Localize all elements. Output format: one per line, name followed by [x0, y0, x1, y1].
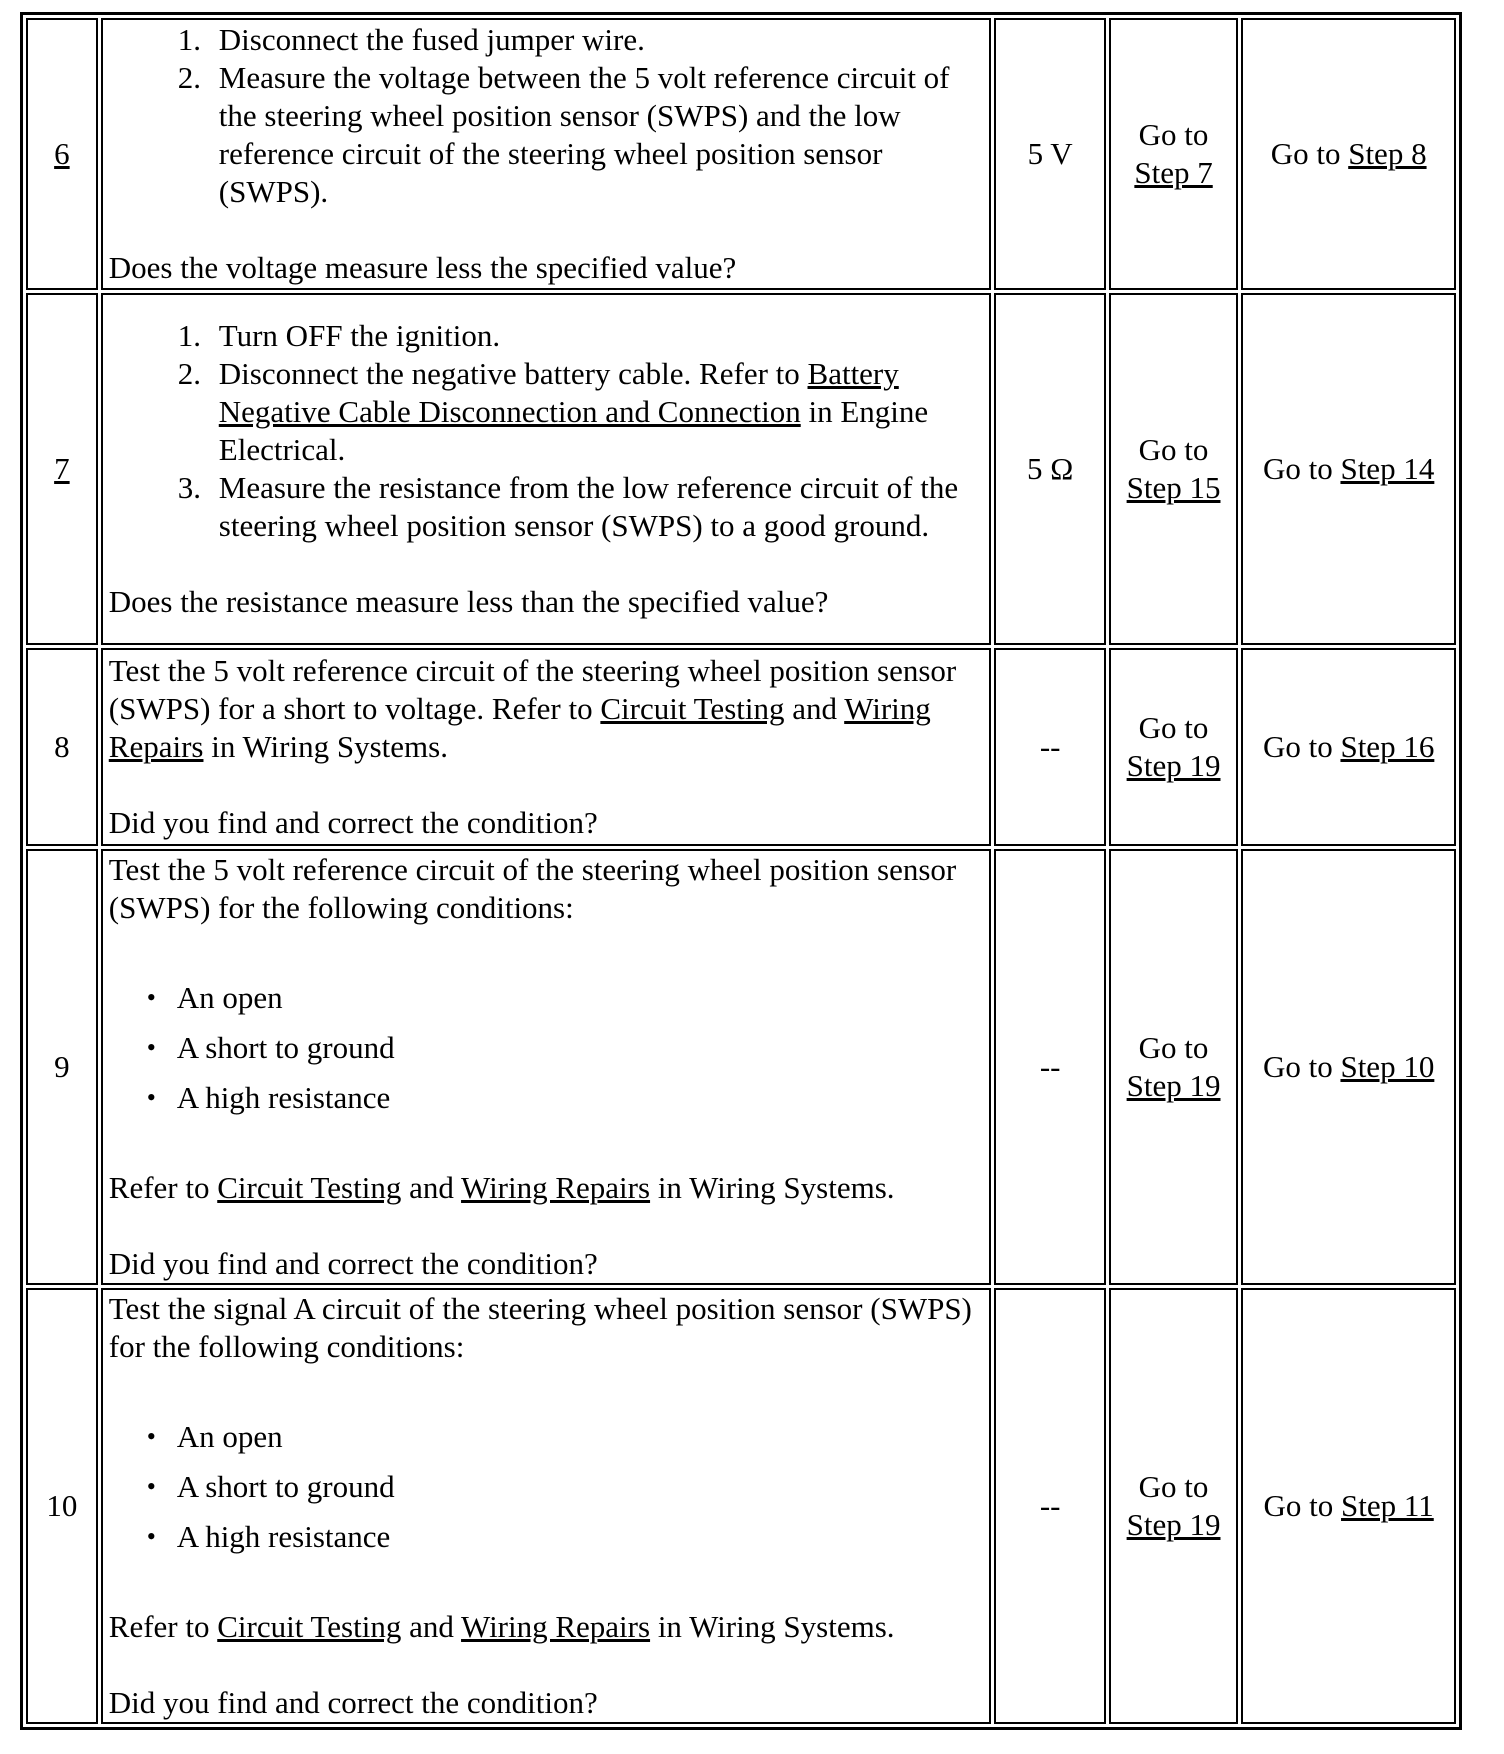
no-cell [1241, 849, 1456, 1285]
step-number-cell: 10 [26, 1288, 98, 1724]
list-item: • A short to ground [177, 1468, 984, 1506]
circuit-testing-link[interactable]: Circuit Testing [217, 1170, 402, 1205]
list-item: 2. Disconnect the negative battery cable. Refer to Battery Negative Cable Disconnection and Connection in Engine Electrical. [209, 355, 984, 469]
yes-step-link[interactable]: Step 19 [1126, 748, 1221, 783]
list-item: • A high resistance [177, 1079, 984, 1117]
yes-prefix: Go to [1138, 1469, 1209, 1504]
no-prefix: Go to [1262, 1049, 1341, 1084]
action-cell [101, 648, 992, 846]
table-row [26, 1288, 1456, 1724]
diagnostic-table [20, 12, 1462, 1730]
battery-cable-link[interactable]: Battery Negative Cable Disconnection and Connection [218, 356, 899, 429]
value-cell: -- [994, 849, 1105, 1285]
table-row [26, 648, 1456, 846]
list-item: 3. Measure the resistance from the low reference circuit of the steering wheel position sensor (SWPS) to a good ground. [209, 469, 984, 545]
refer-text: Refer to Circuit Testing and Wiring Repairs in Wiring Systems. [108, 1170, 895, 1205]
no-step-link[interactable]: Step 11 [1341, 1488, 1434, 1523]
instruction-list [109, 21, 984, 211]
no-step-link[interactable]: Step 10 [1340, 1049, 1435, 1084]
table-row [26, 293, 1456, 645]
wiring-repairs-link[interactable]: Wiring Repairs [108, 691, 931, 764]
step-number-cell: 9 [26, 849, 98, 1285]
question: Does the voltage measure less the specified value? [108, 250, 737, 285]
value-cell: -- [994, 1288, 1105, 1724]
yes-prefix: Go to [1138, 432, 1209, 467]
yes-step-link[interactable]: Step 19 [1126, 1507, 1221, 1542]
step-number-link[interactable]: 6 [54, 136, 70, 171]
yes-step-link[interactable]: Step 15 [1126, 470, 1221, 505]
list-item: 1. Disconnect the fused jumper wire. [209, 21, 984, 59]
step-number-link[interactable]: 7 [54, 451, 70, 486]
condition-list [109, 1418, 984, 1556]
wiring-repairs-link[interactable]: Wiring Repairs [461, 1609, 651, 1644]
no-cell [1241, 293, 1456, 645]
instruction-list [109, 317, 984, 545]
no-step-link[interactable]: Step 16 [1340, 729, 1435, 764]
no-step-link[interactable]: Step 14 [1340, 451, 1435, 486]
instruction-text: Test the 5 volt reference circuit of the steering wheel position sensor (SWPS) for a short to voltage. Refer to Circuit Testing and Wiring Repairs in Wiring Systems. [108, 653, 957, 764]
action-cell [101, 849, 992, 1285]
condition-list [109, 979, 984, 1117]
step-number-cell: 8 [26, 648, 98, 846]
yes-step-link[interactable]: Step 19 [1126, 1068, 1221, 1103]
question: Did you find and correct the condition? [108, 805, 598, 840]
yes-prefix: Go to [1138, 117, 1209, 152]
list-item: 2. Measure the voltage between the 5 volt reference circuit of the steering wheel position sensor (SWPS) and the low reference circuit of the steering wheel position sensor (SWPS). [209, 59, 984, 211]
yes-cell [1109, 849, 1238, 1285]
yes-cell [1109, 648, 1238, 846]
list-item: • A high resistance [177, 1518, 984, 1556]
no-prefix: Go to [1263, 1488, 1342, 1523]
list-item: • An open [177, 1418, 984, 1456]
list-item: 1. Turn OFF the ignition. [209, 317, 984, 355]
list-item: • A short to ground [177, 1029, 984, 1067]
refer-text: Refer to Circuit Testing and Wiring Repairs in Wiring Systems. [108, 1609, 895, 1644]
step-number-cell [26, 18, 98, 290]
no-prefix: Go to [1262, 451, 1341, 486]
action-cell [101, 18, 992, 290]
instruction-text: Test the 5 volt reference circuit of the steering wheel position sensor (SWPS) for the following conditions: [108, 852, 957, 925]
yes-cell [1109, 18, 1238, 290]
table-row [26, 18, 1456, 290]
no-prefix: Go to [1262, 729, 1341, 764]
yes-prefix: Go to [1138, 1030, 1209, 1065]
table-row [26, 849, 1456, 1285]
question: Does the resistance measure less than the specified value? [108, 584, 829, 619]
question: Did you find and correct the condition? [108, 1246, 598, 1281]
yes-cell [1109, 1288, 1238, 1724]
step-number-cell [26, 293, 98, 645]
yes-prefix: Go to [1138, 710, 1209, 745]
instruction-text: Test the signal A circuit of the steering wheel position sensor (SWPS) for the following conditions: [108, 1291, 972, 1364]
value-cell: -- [994, 648, 1105, 846]
yes-cell [1109, 293, 1238, 645]
action-cell [101, 1288, 992, 1724]
no-cell [1241, 648, 1456, 846]
value-cell: 5 Ω [994, 293, 1105, 645]
no-cell [1241, 1288, 1456, 1724]
no-prefix: Go to [1270, 136, 1349, 171]
circuit-testing-link[interactable]: Circuit Testing [600, 691, 785, 726]
circuit-testing-link[interactable]: Circuit Testing [217, 1609, 402, 1644]
no-step-link[interactable]: Step 8 [1348, 136, 1427, 171]
list-item: • An open [177, 979, 984, 1017]
no-cell [1241, 18, 1456, 290]
yes-step-link[interactable]: Step 7 [1134, 155, 1213, 190]
question: Did you find and correct the condition? [108, 1685, 598, 1720]
value-cell: 5 V [994, 18, 1105, 290]
action-cell [101, 293, 992, 645]
wiring-repairs-link[interactable]: Wiring Repairs [461, 1170, 651, 1205]
